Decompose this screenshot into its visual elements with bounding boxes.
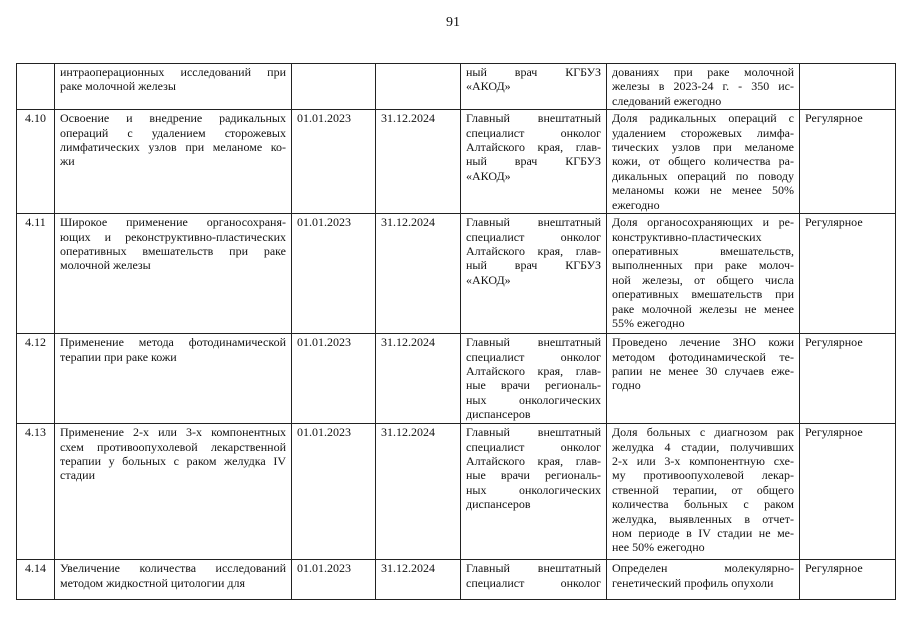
end-date: 31.12.2024 [376, 424, 461, 560]
responsible-line: диспансеров [466, 407, 531, 422]
responsible-line: ных онкологических [466, 482, 601, 497]
activity-line: схем противоопухолевой лекарственной [60, 439, 286, 454]
responsible-line: Алтайского края, глав- [466, 454, 601, 469]
indicator-line: 2-х или 3-х компонентную схе- [612, 454, 794, 469]
start-date: 01.01.2023 [292, 214, 376, 334]
indicator-line: му противоопухолевой лекар- [612, 468, 794, 483]
responsible-line: диспансеров [466, 497, 531, 512]
activity-line: интраоперационных исследований при [60, 65, 286, 79]
page-number: 91 [446, 15, 460, 30]
responsible-line: ные врачи региональ- [466, 468, 601, 483]
event-type [800, 64, 896, 110]
activity-cell [55, 560, 292, 600]
activity-line: молочной железы [60, 258, 151, 273]
indicator-line: меланомы кожи не менее 50% [612, 183, 794, 198]
indicator-line: удалением сторожевых лимфа- [612, 125, 794, 140]
indicator-line: ежегодно [612, 197, 660, 212]
indicator-line: Доля радикальных операций с [612, 111, 794, 126]
end-date: 31.12.2024 [376, 560, 461, 600]
responsible-cell [461, 64, 607, 110]
table-row [17, 334, 896, 424]
activity-line: лимфатических узлов при меланоме ко- [60, 140, 286, 155]
responsible-cell [461, 560, 607, 600]
event-type: Регулярное [800, 334, 896, 424]
indicator-line: Определен молекулярно- [612, 561, 794, 576]
indicator-line: оперативных вмешательств, [612, 244, 794, 259]
activity-line: жи [60, 154, 75, 169]
end-date [376, 64, 461, 110]
end-date: 31.12.2024 [376, 214, 461, 334]
responsible-line: специалист онколог [466, 229, 601, 244]
indicator-line: нее 50% ежегодно [612, 540, 705, 555]
responsible-line: «АКОД» [466, 168, 511, 183]
activity-cell [55, 64, 292, 110]
activity-line: раке молочной железы [60, 79, 176, 94]
event-type: Регулярное [800, 560, 896, 600]
responsible-cell [461, 110, 607, 214]
responsible-line: ных онкологических [466, 392, 601, 407]
row-number: 4.12 [17, 334, 55, 424]
activity-cell [55, 334, 292, 424]
activity-line: Применение метода фотодинамической [60, 335, 286, 350]
responsible-line: «АКОД» [466, 79, 511, 94]
indicator-line: ном периоде в IV стадии не ме- [612, 526, 794, 541]
indicator-cell [607, 64, 800, 110]
activity-line: оперативных вмешательств при раке [60, 244, 286, 259]
indicator-line: годно [612, 378, 641, 393]
responsible-line: «АКОД» [466, 272, 511, 287]
table-row [17, 560, 896, 600]
responsible-line: Алтайского края, глав- [466, 364, 601, 379]
start-date: 01.01.2023 [292, 560, 376, 600]
indicator-line: ственной терапии, от общего [612, 482, 794, 497]
responsible-cell [461, 424, 607, 560]
activity-cell [55, 110, 292, 214]
responsible-cell [461, 334, 607, 424]
row-number: 4.10 [17, 110, 55, 214]
activity-cell [55, 424, 292, 560]
indicator-line: железы в 2023-24 г. - 350 ис- [612, 79, 794, 94]
activity-line: стадии [60, 468, 95, 483]
event-type: Регулярное [800, 110, 896, 214]
table-row [17, 424, 896, 560]
plan-table-body [17, 64, 896, 600]
responsible-line: специалист онколог [466, 125, 601, 140]
row-number [17, 64, 55, 110]
indicator-cell [607, 110, 800, 214]
indicator-line: желудка, выявленных в отчет- [612, 511, 794, 526]
indicator-line: Доля больных с диагнозом рак [612, 425, 794, 440]
indicator-line: выполненных при раке молоч- [612, 258, 794, 273]
responsible-line: Алтайского края, глав- [466, 140, 601, 155]
responsible-line: специалист онколог [466, 349, 601, 364]
end-date: 31.12.2024 [376, 334, 461, 424]
responsible-line: ные врачи региональ- [466, 378, 601, 393]
indicator-line: следований ежегодно [612, 93, 722, 108]
indicator-cell [607, 214, 800, 334]
responsible-line: Главный внештатный [466, 335, 601, 350]
responsible-line: специалист онколог [466, 575, 601, 590]
end-date: 31.12.2024 [376, 110, 461, 214]
indicator-line: дованиях при раке молочной [612, 65, 794, 79]
event-type: Регулярное [800, 214, 896, 334]
responsible-line: ный врач КГБУЗ [466, 154, 601, 169]
event-type: Регулярное [800, 424, 896, 560]
table-row [17, 214, 896, 334]
indicator-cell [607, 334, 800, 424]
indicator-line: оперативных вмешательств при [612, 287, 794, 302]
indicator-line: тических узлов при меланоме [612, 140, 794, 155]
activity-line: операций с удалением сторожевых [60, 125, 286, 140]
row-number: 4.13 [17, 424, 55, 560]
indicator-line: кожи, от общего количества ра- [612, 154, 794, 169]
indicator-cell [607, 424, 800, 560]
activity-line: терапии у больных с раком желудка IV [60, 454, 286, 469]
indicator-line: Доля органосохраняющих и ре- [612, 215, 794, 230]
indicator-line: методом фотодинамической те- [612, 349, 794, 364]
responsible-line: специалист онколог [466, 439, 601, 454]
activity-line: Применение 2-х или 3-х компонентных [60, 425, 286, 440]
indicator-line: 55% ежегодно [612, 316, 685, 331]
start-date: 01.01.2023 [292, 110, 376, 214]
start-date [292, 64, 376, 110]
indicator-line: количества больных с раком [612, 497, 794, 512]
indicator-line: дикальных операций по поводу [612, 168, 794, 183]
activity-line: Широкое применение органосохраня- [60, 215, 286, 230]
responsible-line: ный врач КГБУЗ [466, 258, 601, 273]
indicator-line: раке молочной железы не менее [612, 301, 794, 316]
responsible-line: Главный внештатный [466, 215, 601, 230]
plan-table [16, 63, 896, 600]
activity-line: ющих и реконструктивно-пластических [60, 229, 286, 244]
indicator-line: генетический профиль опухоли [612, 575, 774, 590]
indicator-cell [607, 560, 800, 600]
indicator-line: ной железы, от общего числа [612, 272, 794, 287]
responsible-line: Главный внештатный [466, 561, 601, 576]
responsible-line: Главный внештатный [466, 111, 601, 126]
row-number: 4.14 [17, 560, 55, 600]
activity-cell [55, 214, 292, 334]
start-date: 01.01.2023 [292, 424, 376, 560]
responsible-cell [461, 214, 607, 334]
responsible-line: ный врач КГБУЗ [466, 65, 601, 79]
activity-line: методом жидкостной цитологии для [60, 575, 246, 590]
indicator-line: конструктивно-пластических [612, 229, 762, 244]
row-number: 4.11 [17, 214, 55, 334]
indicator-line: желудка 4 стадии, получивших [612, 439, 794, 454]
activity-line: терапии при раке кожи [60, 349, 177, 364]
indicator-line: Проведено лечение ЗНО кожи [612, 335, 794, 350]
indicator-line: рапии не менее 30 случаев еже- [612, 364, 794, 379]
start-date: 01.01.2023 [292, 334, 376, 424]
activity-line: Увеличение количества исследований [60, 561, 286, 576]
activity-line: Освоение и внедрение радикальных [60, 111, 286, 126]
responsible-line: Алтайского края, глав- [466, 244, 601, 259]
table-row [17, 110, 896, 214]
responsible-line: Главный внештатный [466, 425, 601, 440]
table-row [17, 64, 896, 110]
